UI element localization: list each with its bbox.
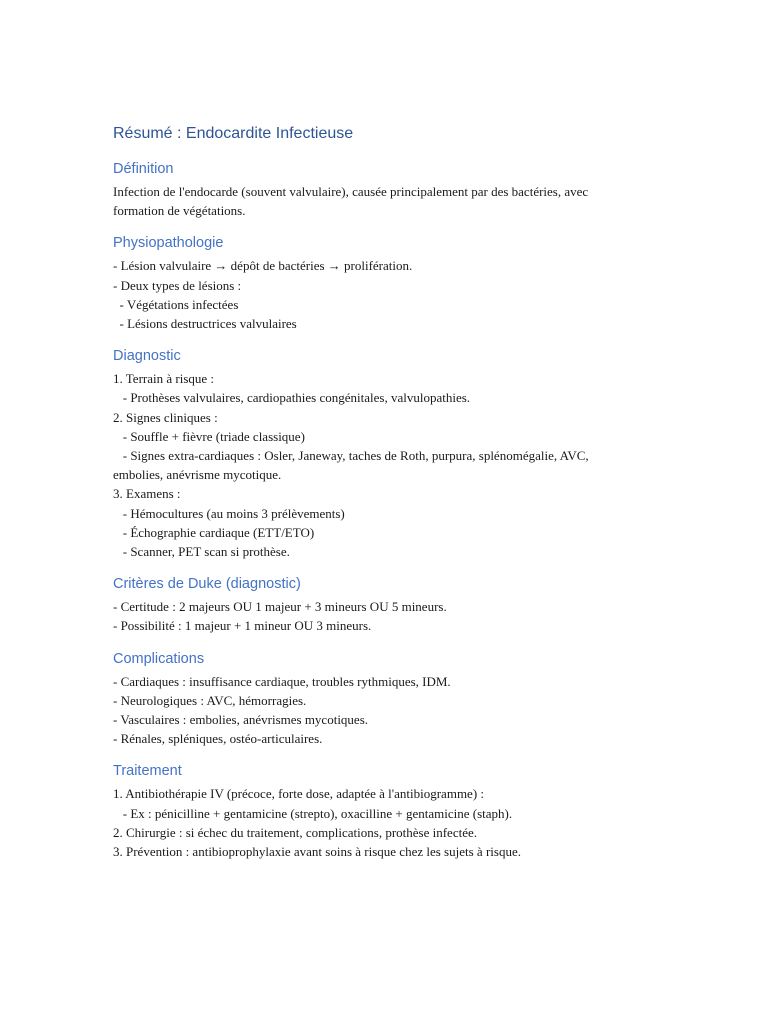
text-line: - Rénales, spléniques, ostéo-articulaires. xyxy=(113,731,323,747)
text-line: - Neurologiques : AVC, hémorragies. xyxy=(113,692,307,708)
text-line: formation de végétations. xyxy=(113,203,246,219)
section-heading: Traitement xyxy=(113,763,182,780)
section-definition xyxy=(113,158,673,220)
text-line: - Signes extra-cardiaques : Osler, Janeway, taches de Roth, purpura, splénomégalie, AVC, xyxy=(113,448,589,464)
section-heading: Critères de Duke (diagnostic) xyxy=(113,576,301,593)
text-line: 3. Examens : xyxy=(113,486,181,502)
text-line: - Cardiaques : insuffisance cardiaque, troubles rythmiques, IDM. xyxy=(113,673,451,689)
text-line: - Lésion valvulaire → dépôt de bactéries → prolifération. xyxy=(113,258,413,274)
section-criteres-duke xyxy=(113,573,673,635)
text-line: - Certitude : 2 majeurs OU 1 majeur + 3 mineurs OU 5 mineurs. xyxy=(113,599,447,615)
section-heading: Diagnostic xyxy=(113,348,181,365)
text-line: - Végétations infectées xyxy=(113,296,239,312)
text-line: - Possibilité : 1 majeur + 1 mineur OU 3 mineurs. xyxy=(113,618,372,634)
text-line: - Lésions destructrices valvulaires xyxy=(113,316,297,332)
section-heading: Complications xyxy=(113,650,205,667)
text-line: 3. Prévention : antibioprophylaxie avant soins à risque chez les sujets à risque. xyxy=(113,844,521,860)
document-title: Résumé : Endocardite Infectieuse xyxy=(113,125,354,142)
text-line: - Vasculaires : embolies, anévrismes mycotiques. xyxy=(113,712,369,728)
document-page xyxy=(113,122,673,873)
text-line: Infection de l'endocarde (souvent valvulaire), causée principalement par des bactéries, avec xyxy=(113,184,589,199)
text-line: 1. Terrain à risque : xyxy=(113,371,215,387)
text-line: - Souffle + fièvre (triade classique) xyxy=(113,428,305,444)
text-line: - Ex : pénicilline + gentamicine (strepto), oxacilline + gentamicine (staph). xyxy=(113,805,513,821)
text-line: - Prothèses valvulaires, cardiopathies congénitales, valvulopathies. xyxy=(113,390,471,406)
text-line: - Échographie cardiaque (ETT/ETO) xyxy=(113,524,315,540)
text-line: - Deux types de lésions : xyxy=(113,277,242,293)
text-line: embolies, anévrisme mycotique. xyxy=(113,467,282,483)
text-line: - Hémocultures (au moins 3 prélèvements) xyxy=(113,505,345,521)
text-line: - Scanner, PET scan si prothèse. xyxy=(113,544,290,560)
section-traitement xyxy=(113,760,673,861)
text-line: 2. Signes cliniques : xyxy=(113,409,218,425)
section-heading: Définition xyxy=(113,161,174,177)
section-complications xyxy=(113,648,673,749)
text-line: 1. Antibiothérapie IV (précoce, forte dose, adaptée à l'antibiogramme) : xyxy=(113,786,485,802)
text-line: 2. Chirurgie : si échec du traitement, complications, prothèse infectée. xyxy=(113,824,477,840)
section-diagnostic xyxy=(113,345,673,561)
section-physiopathologie xyxy=(113,232,673,333)
section-heading: Physiopathologie xyxy=(113,235,224,252)
